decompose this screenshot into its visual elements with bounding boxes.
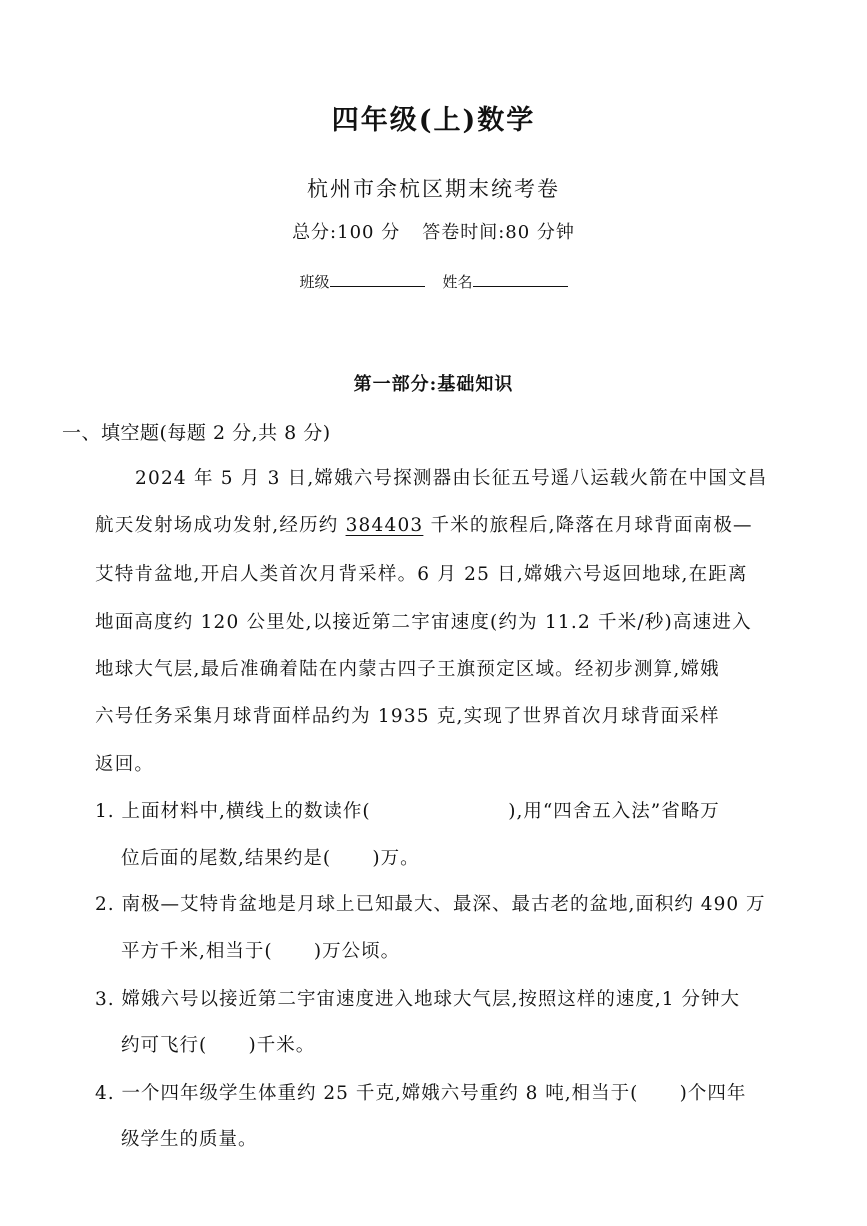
passage-line: 返回。 [95, 754, 155, 775]
passage-line: 艾特肯盆地,开启人类首次月背采样。6 月 25 日,嫦娥六号返回地球,在距离 [95, 564, 748, 585]
name-blank[interactable] [473, 272, 568, 287]
class-label: 班级 [299, 273, 330, 291]
question-1-line1: 1. 上面材料中,横线上的数读作( ),用“四舍五入法”省略万 [95, 801, 720, 822]
question-2-line2: 平方千米,相当于( )万公顷。 [121, 941, 401, 962]
passage-line [95, 511, 753, 537]
question-4-line1: 4. 一个四年级学生体重约 25 千克,嫦娥六号重约 8 吨,相当于( )个四年 [95, 1083, 747, 1104]
question-3-line2: 约可飞行( )千米。 [121, 1035, 316, 1056]
question-3-line1: 3. 嫦娥六号以接近第二宇宙速度进入地球大气层,按照这样的速度,1 分钟大 [95, 989, 740, 1010]
class-blank[interactable] [330, 272, 425, 287]
underlined-number: 384403 [345, 515, 424, 536]
passage-line: 地球大气层,最后准确着陆在内蒙古四子王旗预定区域。经初步测算,嫦娥 [95, 659, 720, 680]
question-4-line2: 级学生的质量。 [121, 1129, 258, 1150]
section-title: 第一部分:基础知识 [353, 374, 514, 395]
student-info [0, 271, 867, 292]
page-title: 四年级(上)数学 [331, 105, 536, 136]
exam-meta [0, 218, 867, 244]
question-2-line1: 2. 南极—艾特肯盆地是月球上已知最大、最深、最古老的盆地,面积约 490 万 [95, 894, 766, 915]
passage-line: 六号任务采集月球背面样品约为 1935 克,实现了世界首次月球背面采样 [95, 706, 720, 727]
total-score: 总分:100 分 [292, 222, 401, 243]
name-label: 姓名 [442, 273, 473, 291]
passage-text: 千米的旅程后,降落在月球背面南极— [423, 515, 753, 536]
passage-line: 地面高度约 120 公里处,以接近第二宇宙速度(约为 11.2 千米/秒)高速进入 [95, 612, 752, 633]
question-group-heading: 一、填空题(每题 2 分,共 8 分) [62, 422, 331, 444]
exam-subtitle: 杭州市余杭区期末统考卷 [307, 177, 560, 201]
question-1-line2: 位后面的尾数,结果约是( )万。 [121, 848, 420, 869]
exam-time: 答卷时间:80 分钟 [422, 222, 575, 243]
passage-line: 2024 年 5 月 3 日,嫦娥六号探测器由长征五号遥八运载火箭在中国文昌 [135, 468, 768, 489]
passage-text: 航天发射场成功发射,经历约 [95, 515, 346, 536]
